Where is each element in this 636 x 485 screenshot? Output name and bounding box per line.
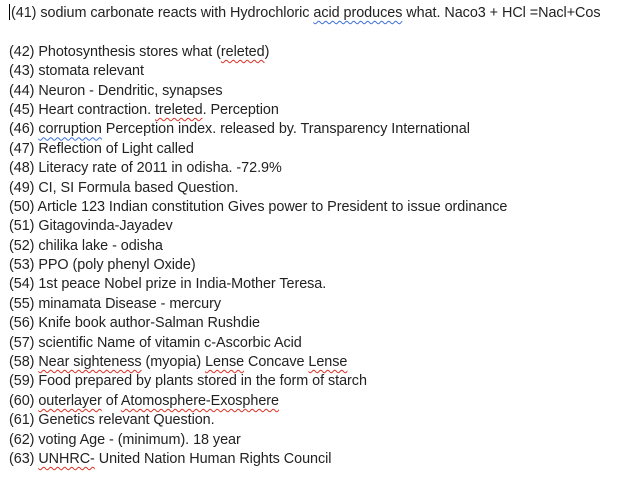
- misspelled-word[interactable]: outerlayer: [38, 392, 102, 409]
- text-cursor: [9, 4, 10, 20]
- text-run: (59) Food prepared by plants stored in the form of starch: [9, 373, 367, 390]
- misspelled-word[interactable]: treleted: [154, 101, 203, 118]
- text-run: (52) chilika lake - odisha: [9, 237, 163, 254]
- text-run: (60): [9, 392, 39, 409]
- question-line: [9, 179, 631, 198]
- text-run: (61) Genetics relevant Question.: [9, 412, 215, 429]
- document-body[interactable]: [9, 4, 631, 469]
- question-line: [9, 140, 631, 159]
- text-run: . Perception: [202, 101, 279, 118]
- question-line: [9, 62, 631, 81]
- text-run: (57) scientific Name of vitamin c-Ascorbic Acid: [9, 334, 302, 351]
- question-line: [9, 159, 631, 178]
- text-run: (55) minamata Disease - mercury: [9, 295, 221, 312]
- text-run: (50) Article 123 Indian constitution Gives power to President to issue ordinance: [9, 198, 508, 215]
- text-run: (62) voting Age - (minimum). 18 year: [9, 431, 241, 448]
- question-line: [9, 4, 631, 23]
- text-run: of: [101, 392, 121, 409]
- text-run: (44) Neuron - Dendritic, synapses: [9, 82, 223, 99]
- text-run: (41) sodium carbonate reacts with Hydrochloric: [11, 5, 314, 21]
- question-line: [9, 275, 631, 294]
- misspelled-word[interactable]: Atomosphere-Exosphere: [120, 392, 279, 409]
- text-run: (47) Reflection of Light called: [9, 140, 194, 157]
- question-line: [9, 82, 631, 101]
- text-run: what. Naco3 + HCl =Nacl+Cos: [402, 5, 601, 21]
- text-run: (54) 1st peace Nobel prize in India-Mother Teresa.: [9, 276, 327, 293]
- text-run: ): [264, 43, 270, 60]
- misspelled-word[interactable]: releted: [220, 43, 265, 60]
- question-line: [9, 217, 631, 236]
- question-line: [9, 314, 631, 333]
- text-run: (46): [9, 121, 39, 138]
- question-line: [9, 43, 631, 62]
- text-run: (56) Knife book author-Salman Rushdie: [9, 315, 260, 332]
- misspelled-word[interactable]: Near sighteness: [38, 354, 142, 371]
- text-run: (42) Photosynthesis stores what (: [9, 43, 221, 60]
- text-run: (63): [9, 450, 39, 467]
- text-run: Concave: [244, 354, 309, 371]
- question-line: [9, 256, 631, 275]
- misspelled-word[interactable]: Lense: [308, 354, 348, 371]
- question-line: [9, 295, 631, 314]
- question-line: [9, 198, 631, 217]
- text-run: (45) Heart contraction.: [9, 101, 155, 118]
- grammar-flagged-text[interactable]: acid produces: [313, 5, 403, 21]
- question-line: [9, 353, 631, 372]
- question-line: [9, 120, 631, 139]
- text-run: (49) CI, SI Formula based Question.: [9, 179, 239, 196]
- question-line: [9, 392, 631, 411]
- text-run: (43) stomata relevant: [9, 63, 144, 80]
- question-line: [9, 431, 631, 450]
- grammar-flagged-text[interactable]: corruption: [38, 121, 102, 138]
- text-run: Perception index. released by. Transparency International: [101, 121, 470, 138]
- question-line: [9, 372, 631, 391]
- text-run: (58): [9, 354, 39, 371]
- misspelled-word[interactable]: UNHRC-: [38, 450, 95, 467]
- text-run: United Nation Human Rights Council: [94, 450, 332, 467]
- question-line: [9, 101, 631, 120]
- text-run: (51) Gitagovinda-Jayadev: [9, 218, 173, 235]
- question-line: [9, 237, 631, 256]
- question-line: [9, 411, 631, 430]
- misspelled-word[interactable]: Lense: [205, 354, 245, 371]
- text-run: (myopia): [141, 354, 206, 371]
- question-line: [9, 334, 631, 353]
- text-run: (53) PPO (poly phenyl Oxide): [9, 257, 196, 274]
- question-line: [9, 450, 631, 469]
- text-run: (48) Literacy rate of 2011 in odisha. -72.9%: [9, 160, 282, 177]
